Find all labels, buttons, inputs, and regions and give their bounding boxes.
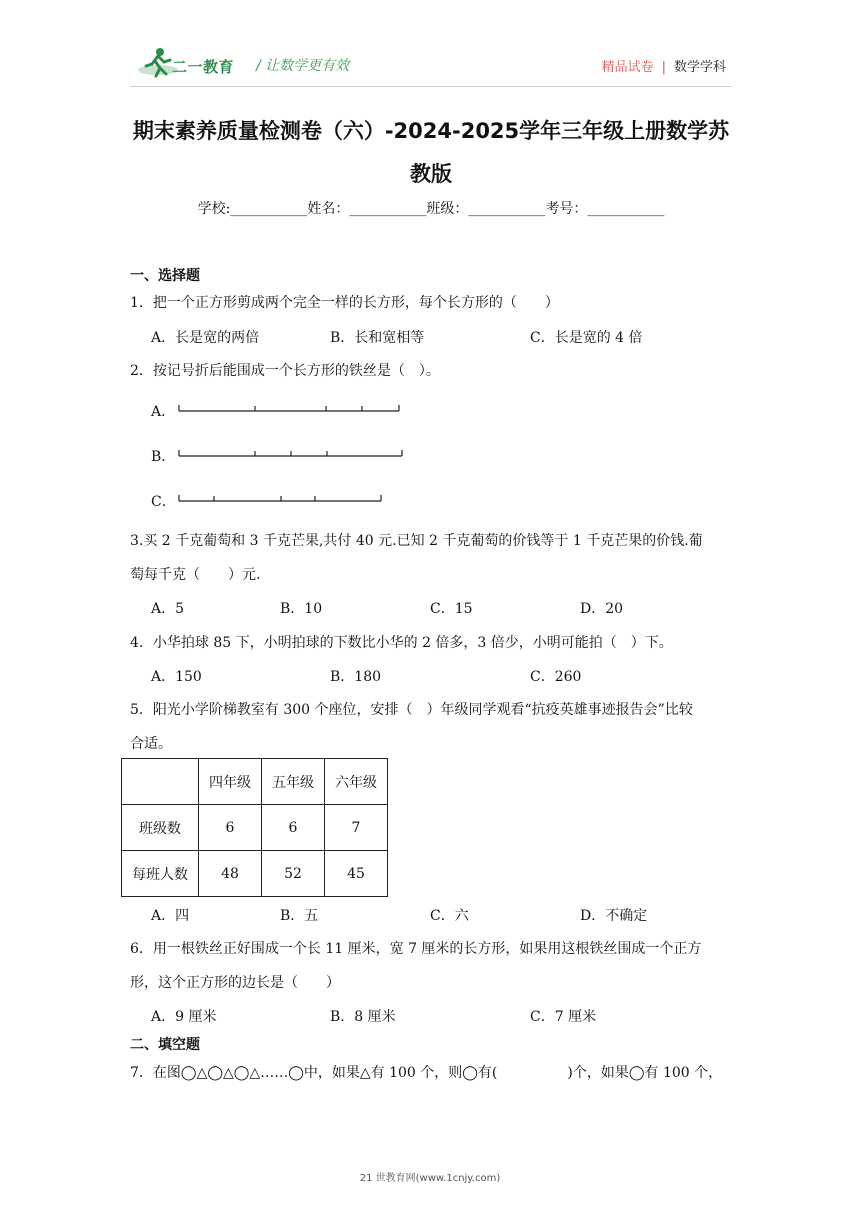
q3-option-a: A．5 — [151, 601, 185, 617]
page-title-line2: 教版 — [410, 162, 452, 186]
table-header-cell: 五年级 — [262, 759, 325, 805]
wire-c-diagram — [178, 492, 384, 504]
q3-option-d: D．20 — [580, 601, 624, 617]
q4-stem: 4．小华拍球 85 下，小明拍球的下数比小华的 2 倍多，3 倍少，小明可能拍（ ）下。 — [130, 635, 673, 651]
q5-option-a: A．四 — [151, 908, 190, 924]
q5-stem-line2: 合适。 — [130, 736, 172, 752]
header-right — [602, 56, 726, 75]
q4-option-c: C．260 — [530, 669, 582, 685]
q6-stem-line1: 6．用一根铁丝正好围成一个长 11 厘米，宽 7 厘米的长方形，如果用这根铁丝围成一个正方 — [130, 941, 702, 957]
q2-option-a: A． — [151, 404, 176, 420]
table-cell: 48 — [199, 851, 262, 897]
table-cell: 52 — [262, 851, 325, 897]
q2-stem: 2．按记号折后能围成一个长方形的铁丝是（ ）。 — [130, 363, 440, 379]
table-header-cell: 六年级 — [325, 759, 388, 805]
q6-option-b: B．8 厘米 — [330, 1009, 396, 1025]
slogan: / 让数学更有效 — [256, 58, 350, 74]
q1-option-c: C．长是宽的 4 倍 — [530, 330, 643, 346]
q7-stem: 7．在图◯△◯△◯△……◯中，如果△有 100 个，则◯有( )个，如果◯有 100 个， — [130, 1065, 723, 1081]
table-header-cell: 四年级 — [199, 759, 262, 805]
q2-option-c: C． — [151, 494, 176, 510]
q4-option-a: A．150 — [151, 669, 202, 685]
q6-stem-line2: 形，这个正方形的边长是（ ） — [130, 975, 340, 991]
table-cell: 6 — [199, 805, 262, 851]
table-cell: 6 — [262, 805, 325, 851]
header-divider — [130, 86, 732, 87]
q3-option-c: C．15 — [430, 601, 473, 617]
table-cell: 45 — [325, 851, 388, 897]
table-row — [122, 851, 388, 897]
q5-option-d: D．不确定 — [580, 908, 648, 924]
table-cell: 7 — [325, 805, 388, 851]
wire-b-diagram — [178, 447, 406, 459]
q4-option-b: B．180 — [330, 669, 382, 685]
q1-option-b: B．长和宽相等 — [330, 330, 425, 346]
section-heading-fill: 二、填空题 — [130, 1037, 200, 1053]
q5-option-b: B．五 — [280, 908, 319, 924]
q5-stem-line1: 5．阳光小学阶梯教室有 300 个座位，安排（ ）年级同学观看“抗疫英雄事迹报告会”比较 — [130, 702, 693, 718]
header-tag-subject: 数学学科 — [673, 60, 726, 75]
q1-stem: 1．把一个正方形剪成两个完全一样的长方形，每个长方形的（ ） — [130, 295, 559, 311]
q6-option-a: A．9 厘米 — [151, 1009, 217, 1025]
page-title-line1: 期末素养质量检测卷（六）-2024-2025学年三年级上册数学苏 — [132, 119, 730, 143]
table-row — [122, 759, 388, 805]
q6-option-c: C．7 厘米 — [530, 1009, 597, 1025]
table-cell — [122, 759, 199, 805]
header-separator: | — [661, 60, 666, 75]
table-row — [122, 805, 388, 851]
q3-stem-line1: 3.买 2 千克葡萄和 3 千克芒果,共付 40 元.已知 2 千克葡萄的价钱等于 1 千克芒果的价钱.葡 — [130, 533, 703, 549]
section-heading-choice: 一、选择题 — [130, 268, 200, 284]
q3-option-b: B．10 — [280, 601, 323, 617]
q1-option-a: A．长是宽的两倍 — [151, 330, 260, 346]
wire-a-diagram — [178, 402, 404, 414]
header-tag-premium: 精品试卷 — [601, 60, 654, 75]
student-info-line: 学校:___________姓名：___________班级：___________考号：___________ — [197, 201, 665, 217]
q2-option-b: B． — [151, 449, 176, 465]
page-footer: 21 世教育网(www.1cnjy.com) — [359, 1173, 501, 1184]
table-row-label: 班级数 — [122, 805, 199, 851]
logo-text: 二一教育 — [172, 58, 235, 76]
grade-table — [121, 758, 388, 897]
table-row-label: 每班人数 — [122, 851, 199, 897]
q3-stem-line2: 萄每千克（ ）元. — [130, 567, 261, 583]
q5-option-c: C．六 — [430, 908, 469, 924]
